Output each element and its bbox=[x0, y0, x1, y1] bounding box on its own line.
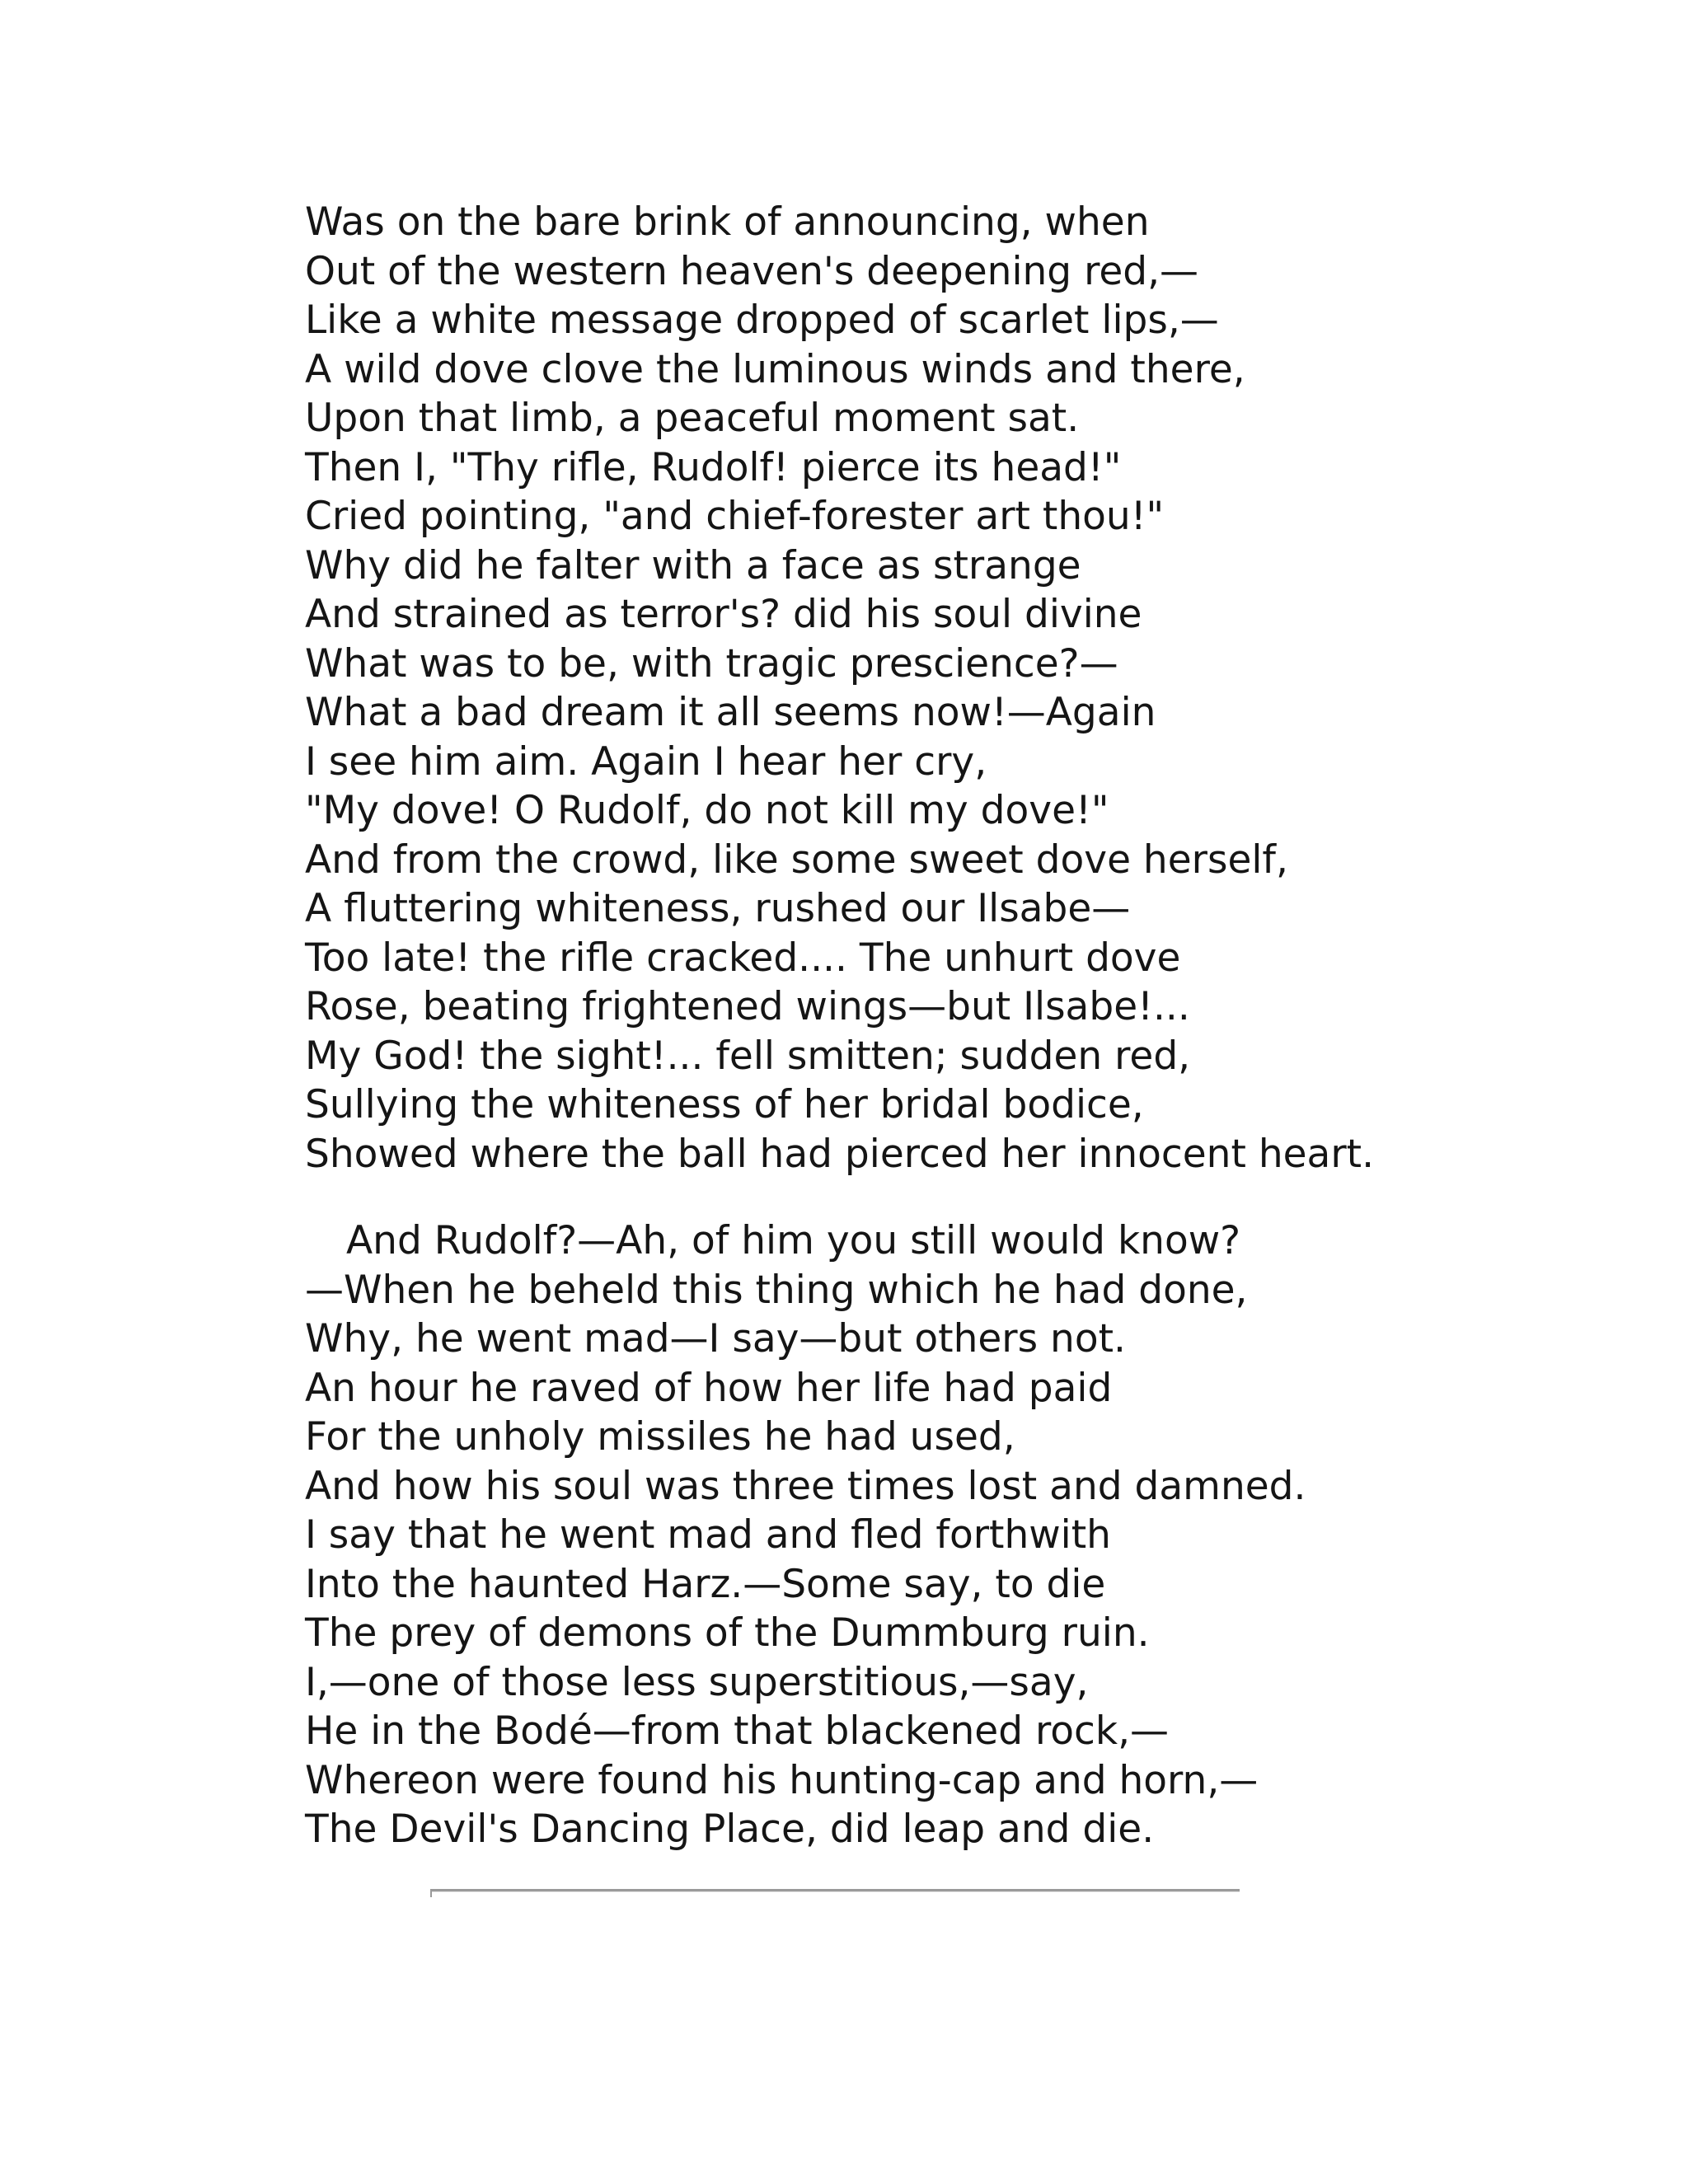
poem-line: And how his soul was three times lost and damned. bbox=[305, 1463, 1306, 1509]
poem-line: —When he beheld this thing which he had done, bbox=[305, 1267, 1248, 1313]
poem-line: A fluttering whiteness, rushed our Ilsabe— bbox=[305, 886, 1131, 931]
poem-line: He in the Bodé—from that blackened rock,— bbox=[305, 1708, 1170, 1754]
poem-line: Upon that limb, a peaceful moment sat. bbox=[305, 396, 1080, 441]
poem-line: Whereon were found his hunting-cap and horn,— bbox=[305, 1757, 1259, 1803]
poem-line: "My dove! O Rudolf, do not kill my dove!" bbox=[305, 788, 1109, 833]
horizontal-rule bbox=[430, 1889, 1240, 1892]
poem-line: Like a white message dropped of scarlet lips,— bbox=[305, 298, 1219, 343]
poem-line: What was to be, with tragic prescience?— bbox=[305, 640, 1118, 687]
poem-line: And Rudolf?—Ah, of him you still would know? bbox=[346, 1218, 1241, 1263]
poem-line: My God! the sight!... fell smitten; sudden red, bbox=[305, 1033, 1191, 1079]
poem-line: Too late! the rifle cracked.... The unhurt dove bbox=[305, 935, 1181, 981]
poem-line: Sullying the whiteness of her bridal bodice, bbox=[305, 1082, 1144, 1127]
poem-line: The Devil's Dancing Place, did leap and die. bbox=[305, 1807, 1155, 1852]
stanza-2 bbox=[305, 1216, 1306, 1854]
poem-line: For the unholy missiles he had used, bbox=[305, 1414, 1015, 1460]
poem-line: Out of the western heaven's deepening red,— bbox=[305, 248, 1199, 294]
poem-line: And strained as terror's? did his soul divine bbox=[305, 592, 1142, 637]
poem-line: Was on the bare brink of announcing, when bbox=[305, 199, 1150, 245]
poem-line: An hour he raved of how her life had paid bbox=[305, 1365, 1113, 1411]
stanza-1 bbox=[305, 198, 1374, 1179]
poem-line: I,—one of those less superstitious,—say, bbox=[305, 1659, 1089, 1705]
poem-line: A wild dove clove the luminous winds and there, bbox=[305, 346, 1245, 392]
poem-line: Into the haunted Harz.—Some say, to die bbox=[305, 1561, 1106, 1607]
poem-line: Cried pointing, "and chief-forester art thou!" bbox=[305, 494, 1165, 539]
poem-line: Showed where the ball had pierced her innocent heart. bbox=[305, 1131, 1375, 1177]
poem-line: What a bad dream it all seems now!—Again bbox=[305, 690, 1156, 735]
poem-line: Then I, "Thy rifle, Rudolf! pierce its head!" bbox=[305, 444, 1122, 490]
poem-line: I see him aim. Again I hear her cry, bbox=[305, 738, 987, 785]
poem-line: Why, he went mad—I say—but others not. bbox=[305, 1316, 1126, 1361]
poem-line: I say that he went mad and fled forthwith bbox=[305, 1512, 1111, 1558]
poem-line: Rose, beating frightened wings—but Ilsabe!... bbox=[305, 984, 1190, 1029]
poem-line: The prey of demons of the Dummburg ruin. bbox=[305, 1610, 1150, 1656]
poem-line: And from the crowd, like some sweet dove herself, bbox=[305, 837, 1288, 883]
poem-line: Why did he falter with a face as strange bbox=[305, 542, 1081, 588]
